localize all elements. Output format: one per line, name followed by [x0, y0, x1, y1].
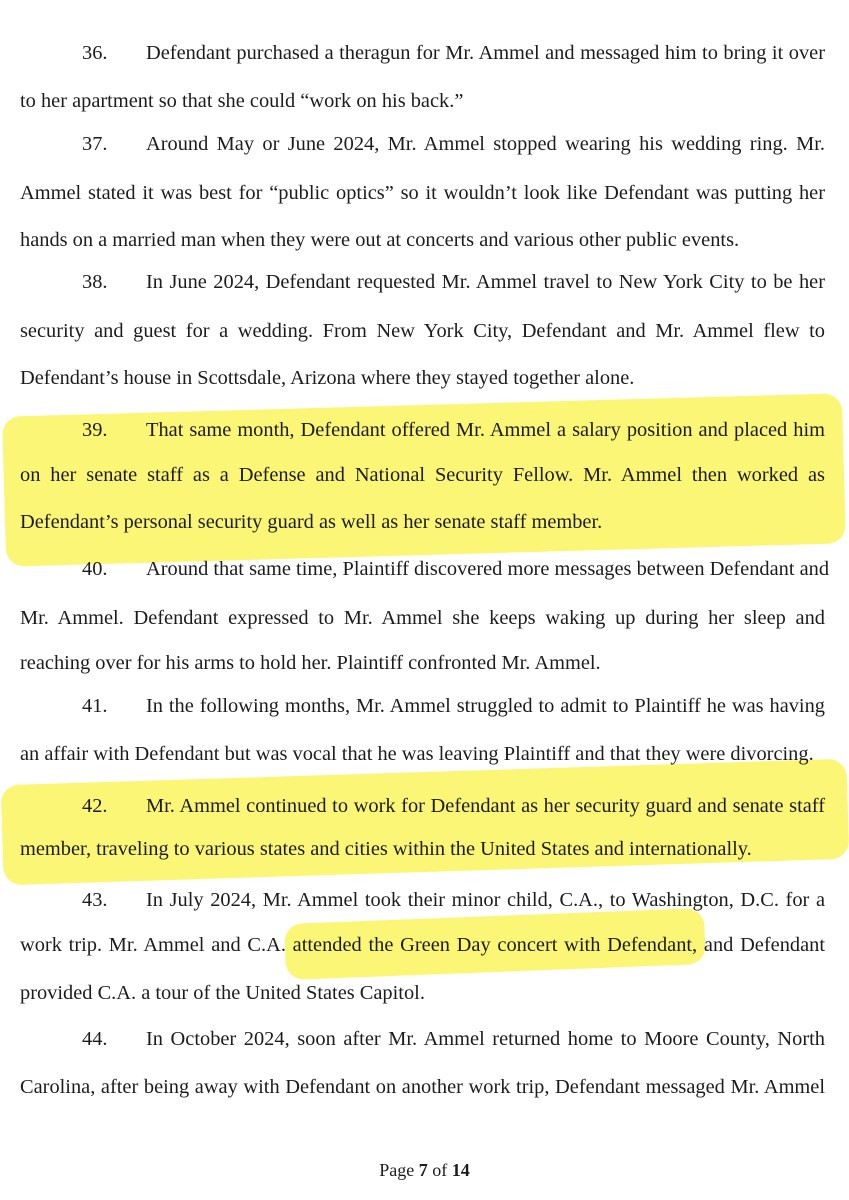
paragraph-text: In June 2024, Defendant requested Mr. Ammel travel to New York City to be her — [146, 271, 825, 293]
footer-middle: of — [427, 1160, 452, 1180]
paragraph-number: 44. — [82, 1028, 108, 1050]
paragraph-number: 38. — [82, 271, 108, 293]
paragraph-41-line-1 — [0, 689, 849, 723]
paragraph-36-line-2 — [0, 84, 849, 118]
paragraph-text: Carolina, after being away with Defendant on another work trip, Defendant messaged Mr. Ammel — [20, 1076, 825, 1098]
paragraph-text: Ammel stated it was best for “public optics” so it wouldn’t look like Defendant was putting her — [20, 182, 825, 204]
footer-prefix: Page — [379, 1160, 419, 1180]
paragraph-number: 42. — [82, 795, 108, 817]
paragraph-text: In the following months, Mr. Ammel struggled to admit to Plaintiff he was having — [146, 695, 825, 717]
paragraph-44-line-1 — [0, 1022, 849, 1056]
paragraph-39-line-3 — [0, 505, 849, 539]
paragraph-38-line-3 — [0, 361, 849, 395]
paragraph-text: to her apartment so that she could “work on his back.” — [20, 90, 464, 112]
paragraph-number: 39. — [82, 419, 108, 441]
paragraph-text: Mr. Ammel continued to work for Defendant as her security guard and senate staff — [146, 795, 825, 817]
paragraph-number: 40. — [82, 558, 108, 580]
paragraph-text: In October 2024, soon after Mr. Ammel returned home to Moore County, North — [146, 1028, 825, 1050]
paragraph-37-line-1 — [0, 127, 849, 161]
paragraph-text: Mr. Ammel. Defendant expressed to Mr. Ammel she keeps waking up during her sleep and — [20, 607, 825, 629]
paragraph-44-line-2 — [0, 1070, 849, 1104]
paragraph-42-line-1 — [0, 789, 849, 823]
paragraph-39-line-2 — [0, 458, 849, 492]
paragraph-37-line-2 — [0, 176, 849, 210]
paragraph-text: hands on a married man when they were out at concerts and various other public events. — [20, 229, 740, 251]
paragraph-text: That same month, Defendant offered Mr. Ammel a salary position and placed him — [146, 419, 825, 441]
paragraph-38-line-2 — [0, 314, 849, 348]
paragraph-text: Defendant’s house in Scottsdale, Arizona where they stayed together alone. — [20, 367, 635, 389]
page-number: 7 — [418, 1160, 428, 1180]
paragraph-number: 36. — [82, 42, 108, 64]
paragraph-43-line-3 — [0, 976, 849, 1010]
paragraph-40-line-1 — [0, 552, 849, 586]
paragraph-text: Around that same time, Plaintiff discovered more messages between Defendant and — [146, 558, 830, 580]
paragraph-text: provided C.A. a tour of the United States Capitol. — [20, 982, 425, 1004]
paragraph-41-line-2 — [0, 737, 849, 771]
paragraph-text: Defendant purchased a theragun for Mr. Ammel and messaged him to bring it over — [146, 42, 825, 64]
page-footer — [0, 1156, 849, 1184]
paragraph-text: member, traveling to various states and cities within the United States and internationally. — [20, 838, 752, 860]
paragraph-number: 37. — [82, 133, 108, 155]
page-total: 14 — [451, 1160, 470, 1180]
paragraph-38-line-1 — [0, 265, 849, 299]
paragraph-text: on her senate staff as a Defense and National Security Fellow. Mr. Ammel then worked as — [20, 464, 825, 486]
paragraph-text: Around May or June 2024, Mr. Ammel stopped wearing his wedding ring. Mr. — [146, 133, 825, 155]
paragraph-text: reaching over for his arms to hold her. Plaintiff confronted Mr. Ammel. — [20, 652, 601, 674]
paragraph-40-line-2 — [0, 601, 849, 635]
paragraph-42-line-2 — [0, 832, 849, 866]
paragraph-text: work trip. Mr. Ammel and C.A. attended the Green Day concert with Defendant, and Defendant — [20, 934, 825, 956]
paragraph-text: an affair with Defendant but was vocal that he was leaving Plaintiff and that they were divorcing. — [20, 743, 814, 765]
paragraph-number: 41. — [82, 695, 108, 717]
paragraph-text: In July 2024, Mr. Ammel took their minor child, C.A., to Washington, D.C. for a — [146, 889, 825, 911]
paragraph-text: security and guest for a wedding. From New York City, Defendant and Mr. Ammel flew to — [20, 320, 825, 342]
paragraph-37-line-3 — [0, 223, 849, 257]
paragraph-text: Defendant’s personal security guard as well as her senate staff member. — [20, 511, 603, 533]
paragraph-36-line-1 — [0, 36, 849, 70]
paragraph-43-line-1 — [0, 883, 849, 917]
paragraph-39-line-1 — [0, 413, 849, 447]
paragraph-43-line-2 — [0, 928, 849, 962]
paragraph-number: 43. — [82, 889, 108, 911]
paragraph-40-line-3 — [0, 646, 849, 680]
